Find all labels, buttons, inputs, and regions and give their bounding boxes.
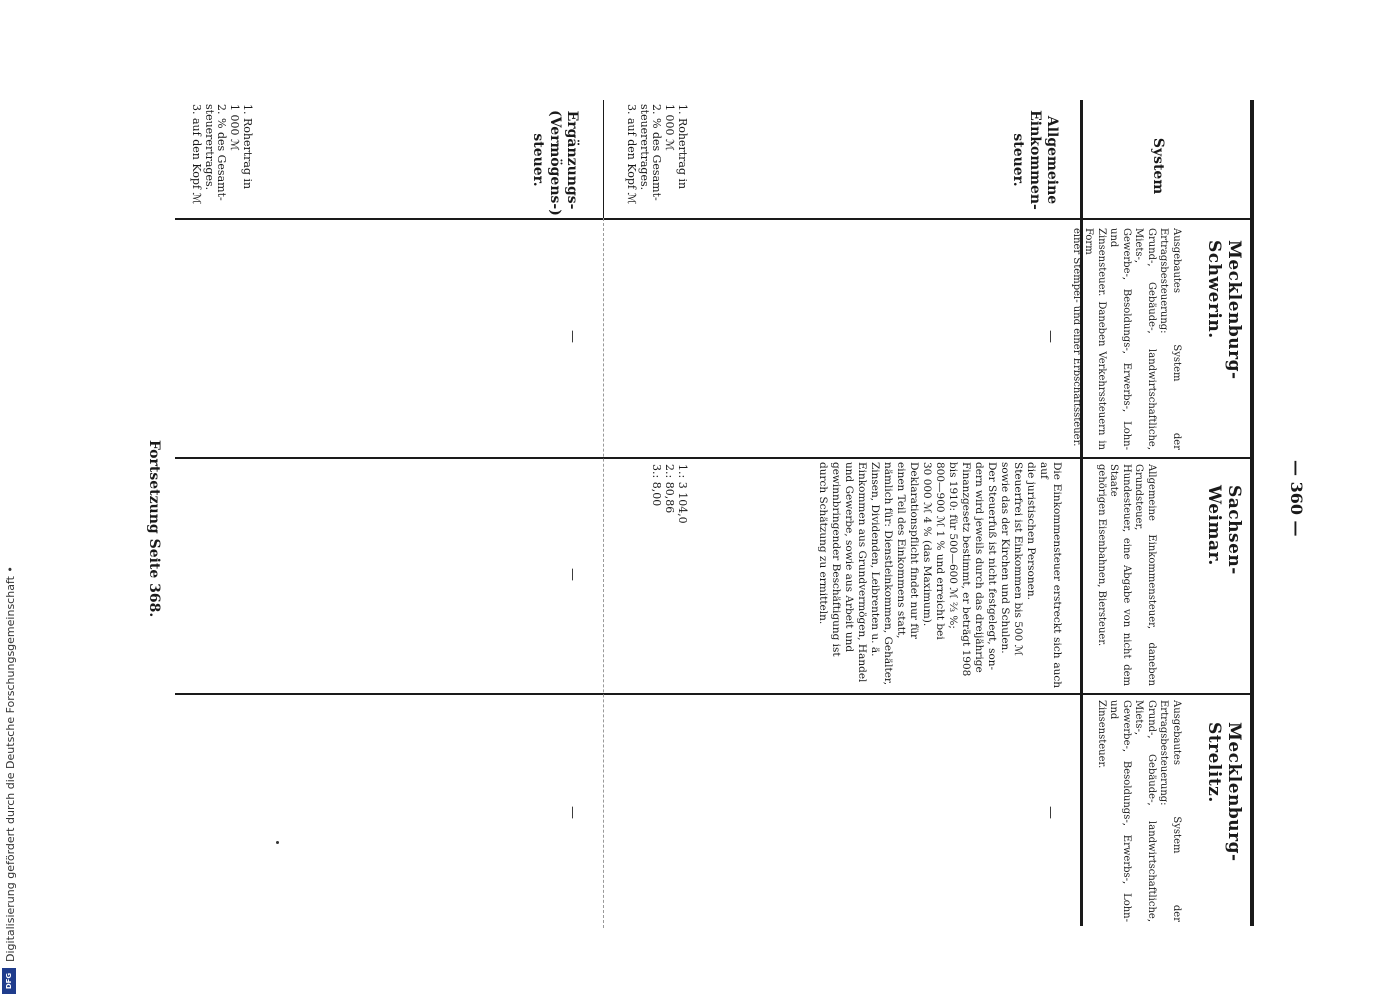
- income-tax-sublabels: 1. Rohertrag in 1 000 ℳ 2. % des Gesamt- steuerertrages. 3. auf den Kopf ℳ: [624, 104, 689, 205]
- state-header-schwerin: Mecklenburg-Schwerin.: [1204, 240, 1244, 380]
- row-divider-dashed: [603, 218, 604, 928]
- page-number: — 360 —: [1287, 460, 1306, 537]
- table-top-border: [1250, 100, 1254, 926]
- state-header-strelitz: Mecklenburg-Strelitz.: [1204, 722, 1244, 862]
- system-header: System: [1150, 137, 1166, 195]
- dfg-logo: [2, 968, 16, 994]
- col-divider-2: [175, 457, 1252, 459]
- col-divider-3: [175, 693, 1252, 695]
- system-text-strelitz: Ausgebautes System der Ertragsbesteuerung: Grund-, Gebäude-, landwirtschaftliche, Miets-, Gewerbe-, Besoldungs-, Erwerbs-, Lohn- und Zinsensteuer.: [1096, 700, 1182, 922]
- income-weimar-text: Die Einkommensteuer erstreckt sich auch auf die juristischen Personen. Steuerfrei ist Einkommen bis 500 ℳ sowie das der Kirchen und Schulen. Der Steuerfuß ist nicht festgelegt, son- dern wird jeweils durch das dreijährige Finanzgesetz bestimmt, er beträgt 1908 bis 1910: für 500—600 ℳ ⅔ %; 800—900 ℳ 1 % und erreicht bei 30 000 ℳ 4 % (das Maximum). Deklarationspflicht findet nur für einen Teil des Einkommens statt, nämlich für: Dienstleinkommen, Gehälter, Zinsen, Dividenden, Leibrenten u. ä. Einkommen aus Grundvermögen, Handel und Gewerbe, sowie aus Arbeit und gewinnbringender Beschäftigung ist durch Schätzung zu ermitteln.: [817, 462, 1063, 688]
- property-strelitz-value: —: [565, 806, 580, 819]
- income-tax-label: Allgemeine Einkommen- steuer.: [1010, 110, 1060, 210]
- dfg-logo-text: DFG: [5, 972, 13, 990]
- property-tax-label: Ergänzungs- (Vermögens-) steuer.: [530, 110, 580, 216]
- header-divider: [1080, 100, 1083, 926]
- income-schwerin-value: —: [1043, 330, 1058, 343]
- state-header-weimar: Sachsen-Weimar.: [1204, 485, 1244, 575]
- income-weimar-numbers: 1.: 3 104,0 2.: 80,86 3.: 8,00: [650, 464, 689, 524]
- income-strelitz-value: —: [1043, 806, 1058, 819]
- system-text-schwerin: Ausgebautes System der Ertragsbesteuerung: Grund-, Gebäude-, landwirtschaftliche, Miets-, Gewerbe-, Besoldungs-, Erwerbs-, Lohn- und Zinsensteuer. Daneben Verkehrssteuern in Form einer Stempel- und einer Erbschaftssteuer.: [1071, 228, 1182, 450]
- row-divider-solid: [603, 100, 604, 218]
- footer-credit: Digitalisierung gefördert durch die Deutsche Forschungsgemeinschaft •: [4, 566, 17, 962]
- property-schwerin-value: —: [565, 330, 580, 343]
- col-divider-1: [175, 218, 1252, 220]
- property-tax-sublabels: 1. Rohertrag in 1 000 ℳ 2. % des Gesamt- steuerertrages. 3. auf den Kopf ℳ: [189, 104, 254, 205]
- continuation-note: Fortsetzung Seite 368.: [146, 440, 162, 618]
- property-weimar-value: —: [565, 568, 580, 581]
- scan-speck: [276, 841, 279, 844]
- system-text-weimar: Allgemeine Einkommensteuer, daneben Grundsteuer, Hundesteuer, eine Abgabe von nicht dem Staate gehörigen Eisenbahnen, Biersteuer.: [1096, 464, 1157, 686]
